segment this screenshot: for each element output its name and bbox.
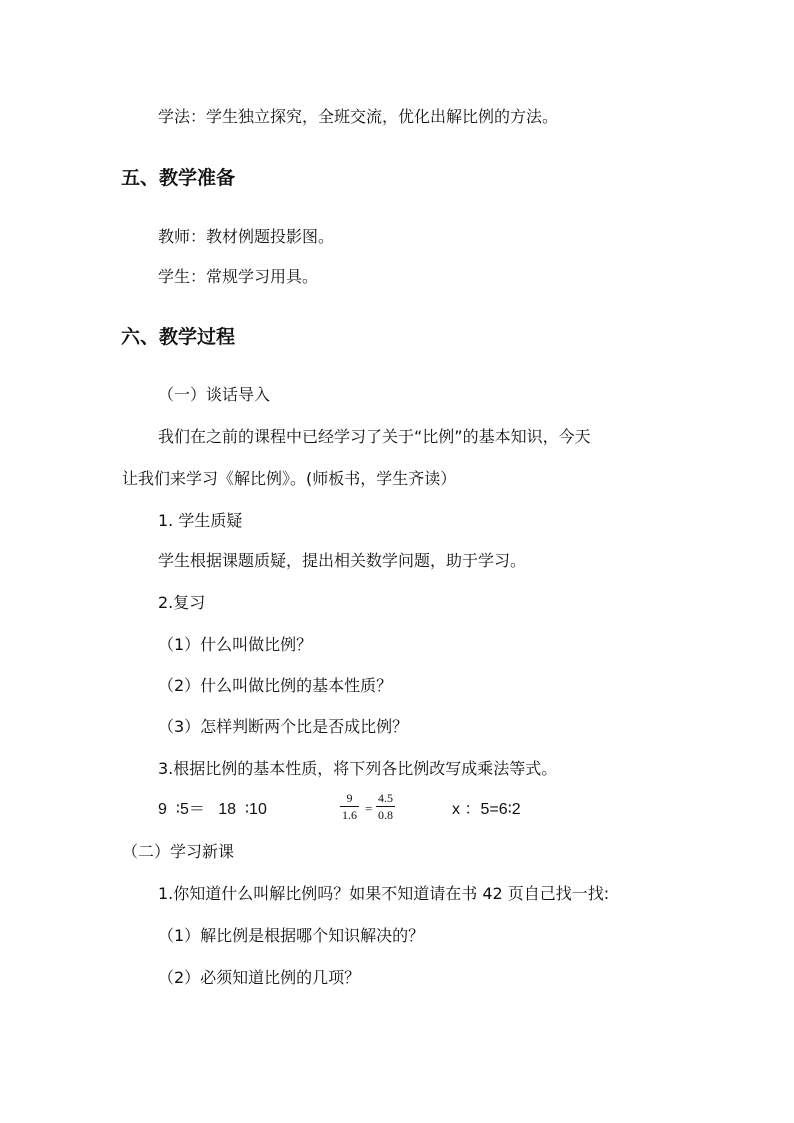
new-lesson-question-2: （2）必须知道比例的几项？ <box>158 968 361 987</box>
fraction-1-denominator: 1.6 <box>342 808 357 822</box>
item1-title: 1. 学生质疑 <box>158 511 243 530</box>
exercise-ratio-1: 9 ∶5＝ 18 ∶10 <box>158 801 267 818</box>
new-lesson-question-1: （1）解比例是根据哪个知识解决的？ <box>158 926 425 945</box>
review-question-1: （1）什么叫做比例？ <box>158 635 313 654</box>
section6-heading: 六、教学过程 <box>121 326 236 348</box>
new-lesson-item-1: 1.你知道什么叫解比例吗？如果不知道请在书 42 页自己找一找: <box>158 884 610 903</box>
part2-title: （二）学习新课 <box>122 842 235 861</box>
study-method-text: 学法：学生独立探究，全班交流，优化出解比例的方法。 <box>158 107 559 126</box>
fraction-equals-sign: = <box>365 801 373 816</box>
item3-text: 3.根据比例的基本性质，将下列各比例改写成乘法等式。 <box>158 759 558 778</box>
item1-text: 学生根据课题质疑，提出相关数学问题，助于学习。 <box>158 551 527 570</box>
section5-heading: 五、教学准备 <box>121 167 236 189</box>
item2-title: 2.复习 <box>158 593 206 612</box>
intro-line-2: 让我们来学习《解比例》。(师板书，学生齐读） <box>122 469 457 488</box>
review-question-3: （3）怎样判断两个比是否成比例？ <box>158 717 409 736</box>
teacher-prep-text: 教师：教材例题投影图。 <box>158 227 335 246</box>
part1-title: （一）谈话导入 <box>158 385 271 404</box>
fraction-2-numerator: 4.5 <box>378 791 393 805</box>
intro-line-1: 我们在之前的课程中已经学习了关于“比例”的基本知识，今天 <box>158 427 591 446</box>
review-question-2: （2）什么叫做比例的基本性质？ <box>158 676 393 695</box>
student-prep-text: 学生：常规学习用具。 <box>158 267 319 286</box>
fraction-2-denominator: 0.8 <box>378 808 393 822</box>
fraction-9-over-1.6 <box>340 791 359 822</box>
fraction-4.5-over-0.8 <box>376 791 395 822</box>
exercise-ratio-3: x ：5=6∶2 <box>452 801 521 818</box>
fraction-1-numerator: 9 <box>340 791 359 807</box>
